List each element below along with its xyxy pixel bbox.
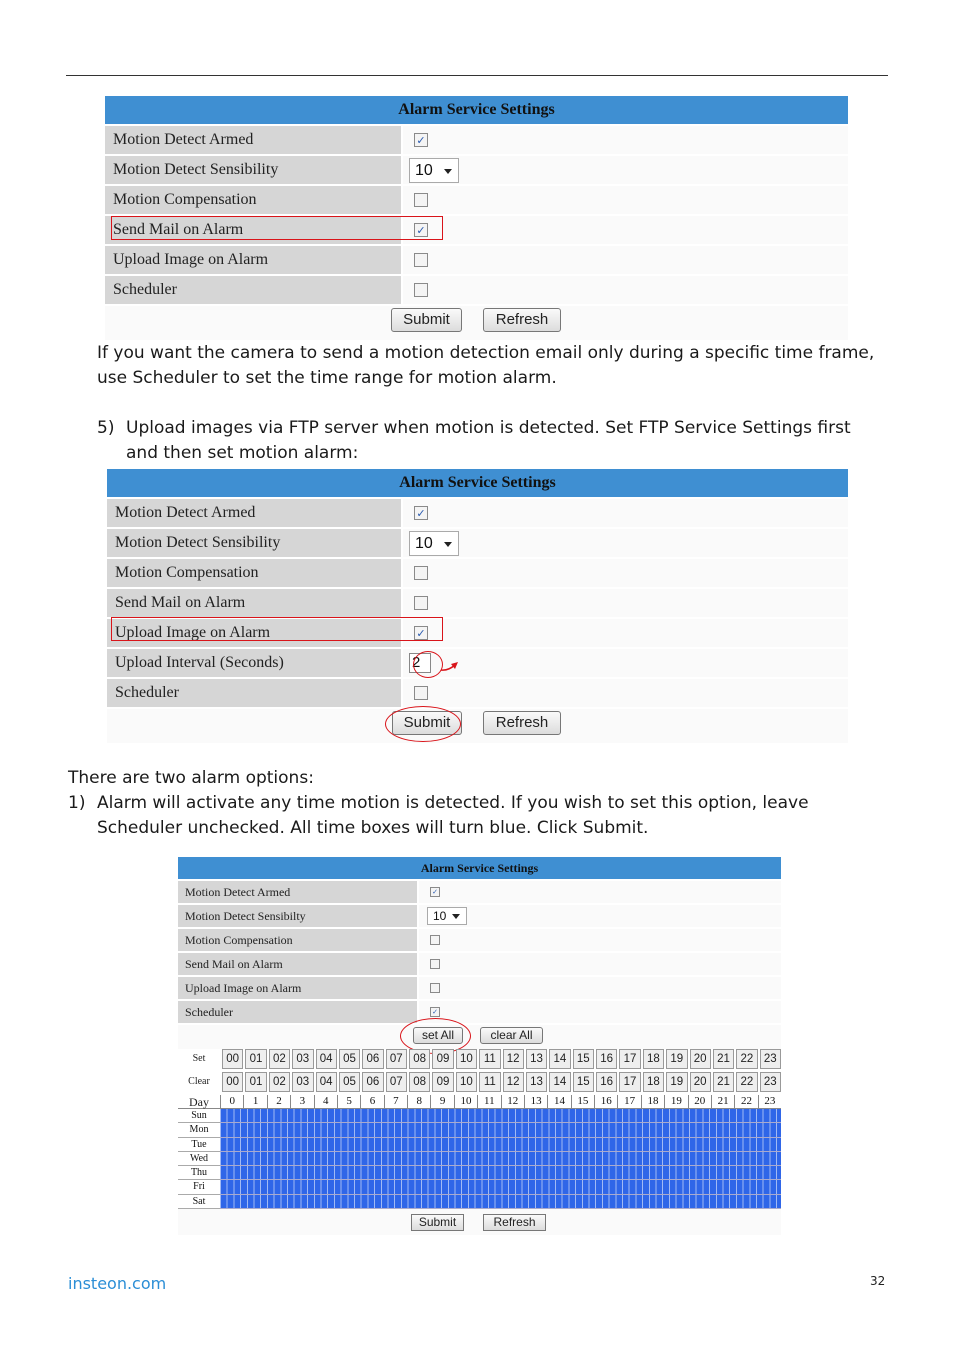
hour-label: 15 bbox=[571, 1095, 594, 1109]
checkbox-icon[interactable] bbox=[430, 983, 440, 993]
highlight-upload-interval bbox=[413, 651, 443, 678]
hour-label: 19 bbox=[664, 1095, 687, 1109]
checkbox-icon[interactable] bbox=[414, 283, 428, 297]
highlight-submit bbox=[385, 706, 461, 742]
setting-label: Send Mail on Alarm bbox=[178, 953, 417, 975]
scheduler-note: If you want the camera to send a motion detection email only during a specific time frame, use Scheduler to set the time range for motion alarm. bbox=[97, 343, 875, 388]
checkbox-checked-icon[interactable]: ✓ bbox=[414, 223, 428, 237]
clear-hour-button[interactable]: 03 bbox=[292, 1072, 313, 1092]
set-hour-button[interactable]: 06 bbox=[362, 1049, 383, 1069]
panel-title: Alarm Service Settings bbox=[178, 857, 781, 879]
setting-value bbox=[403, 679, 848, 707]
checkbox-checked-icon[interactable]: ✓ bbox=[414, 626, 428, 640]
clear-hour-button[interactable]: 10 bbox=[456, 1072, 477, 1092]
highlight-upload-image bbox=[111, 617, 443, 641]
clear-hour-button[interactable]: 14 bbox=[549, 1072, 570, 1092]
set-row-label: Set bbox=[178, 1049, 220, 1069]
clear-hour-button[interactable]: 11 bbox=[479, 1072, 500, 1092]
setting-value bbox=[403, 559, 848, 587]
setting-label: Upload Image on Alarm bbox=[105, 246, 401, 274]
step5-text: Upload images via FTP server when motion is detected. Set FTP Service Settings first and then set motion alarm: bbox=[126, 418, 851, 463]
settings-row bbox=[105, 186, 848, 214]
day-schedule-row bbox=[178, 1138, 781, 1152]
set-hour-button[interactable]: 14 bbox=[549, 1049, 570, 1069]
day-label: Tue bbox=[178, 1138, 220, 1152]
setting-label: Scheduler bbox=[107, 679, 401, 707]
day-schedule-row bbox=[178, 1123, 781, 1137]
setting-value bbox=[403, 246, 848, 274]
settings-row bbox=[107, 559, 848, 587]
schedule-time-cells[interactable] bbox=[220, 1195, 781, 1209]
setting-value bbox=[403, 126, 848, 154]
clear-all-button[interactable]: clear All bbox=[480, 1027, 543, 1044]
settings-row bbox=[178, 953, 781, 975]
refresh-button[interactable]: Refresh bbox=[483, 308, 561, 332]
setting-label: Motion Detect Armed bbox=[105, 126, 401, 154]
clear-hour-button[interactable]: 12 bbox=[503, 1072, 524, 1092]
setting-label: Send Mail on Alarm bbox=[105, 216, 401, 244]
set-hour-button[interactable]: 05 bbox=[339, 1049, 360, 1069]
settings-row bbox=[105, 156, 848, 184]
clear-hour-button[interactable]: 22 bbox=[736, 1072, 757, 1092]
checkbox-checked-icon[interactable]: ✓ bbox=[414, 506, 428, 520]
footer-link[interactable]: insteon.com bbox=[68, 1274, 167, 1293]
submit-button[interactable]: Submit bbox=[392, 711, 462, 735]
hour-label: 8 bbox=[407, 1095, 430, 1109]
hour-label: 2 bbox=[267, 1095, 290, 1109]
option1-number: 1) bbox=[68, 793, 86, 813]
day-label: Wed bbox=[178, 1152, 220, 1166]
highlight-send-mail bbox=[111, 216, 443, 240]
set-hour-button[interactable]: 10 bbox=[456, 1049, 477, 1069]
clear-hour-button[interactable]: 21 bbox=[713, 1072, 734, 1092]
button-row bbox=[105, 306, 848, 340]
setting-label: Motion Detect Sensibility bbox=[105, 156, 401, 184]
chevron-down-icon bbox=[452, 914, 460, 919]
panel-title: Alarm Service Settings bbox=[107, 469, 848, 497]
clear-hour-button[interactable]: 01 bbox=[245, 1072, 266, 1092]
clear-hour-button[interactable]: 19 bbox=[666, 1072, 687, 1092]
checkbox-checked-icon[interactable]: ✓ bbox=[430, 887, 440, 897]
schedule-time-cells[interactable] bbox=[220, 1152, 781, 1166]
setting-label: Motion Compensation bbox=[105, 186, 401, 214]
set-all-button[interactable]: set All bbox=[413, 1027, 463, 1044]
day-label: Sun bbox=[178, 1109, 220, 1123]
hour-label: 5 bbox=[337, 1095, 360, 1109]
hour-label: 6 bbox=[360, 1095, 383, 1109]
setting-label: Upload Interval (Seconds) bbox=[107, 649, 401, 677]
clear-hour-button[interactable]: 04 bbox=[316, 1072, 337, 1092]
step5-number: 5) bbox=[97, 418, 115, 438]
setting-value bbox=[419, 977, 781, 999]
day-schedule-row bbox=[178, 1152, 781, 1166]
setting-label: Send Mail on Alarm bbox=[107, 589, 401, 617]
options-intro: There are two alarm options: bbox=[68, 768, 314, 788]
day-label: Fri bbox=[178, 1180, 220, 1194]
hour-label: 21 bbox=[711, 1095, 734, 1109]
settings-row bbox=[107, 679, 848, 707]
clear-hour-button[interactable]: 13 bbox=[526, 1072, 547, 1092]
schedule-time-cells[interactable] bbox=[220, 1180, 781, 1194]
select-value: 10 bbox=[433, 909, 447, 923]
checkbox-icon[interactable] bbox=[430, 959, 440, 969]
button-row bbox=[107, 709, 848, 743]
settings-row bbox=[178, 881, 781, 903]
setting-label: Motion Compensation bbox=[107, 559, 401, 587]
day-schedule-row bbox=[178, 1180, 781, 1194]
checkbox-icon[interactable] bbox=[414, 253, 428, 267]
checkbox-icon[interactable] bbox=[414, 193, 428, 207]
clear-hour-button[interactable]: 05 bbox=[339, 1072, 360, 1092]
schedule-time-cells[interactable] bbox=[220, 1138, 781, 1152]
hour-label: 11 bbox=[477, 1095, 500, 1109]
setting-value bbox=[403, 186, 848, 214]
settings-row bbox=[105, 126, 848, 154]
settings-row bbox=[107, 529, 848, 557]
alarm-settings-panel-3 bbox=[178, 857, 781, 1049]
submit-button[interactable]: Submit bbox=[411, 1214, 464, 1231]
sensibility-select[interactable] bbox=[409, 158, 459, 183]
setting-value bbox=[419, 881, 781, 903]
clear-hour-button[interactable]: 23 bbox=[760, 1072, 781, 1092]
day-label: Sat bbox=[178, 1195, 220, 1209]
set-hour-button[interactable]: 16 bbox=[596, 1049, 617, 1069]
clear-hour-button[interactable]: 20 bbox=[690, 1072, 711, 1092]
schedule-time-cells[interactable] bbox=[220, 1109, 781, 1123]
day-label: Thu bbox=[178, 1166, 220, 1180]
alarm-settings-panel-2 bbox=[107, 469, 848, 743]
settings-row bbox=[105, 246, 848, 274]
set-hour-button[interactable]: 12 bbox=[503, 1049, 524, 1069]
clear-hour-button[interactable]: 18 bbox=[643, 1072, 664, 1092]
set-hour-button[interactable]: 00 bbox=[222, 1049, 243, 1069]
settings-row bbox=[107, 499, 848, 527]
hour-label: 12 bbox=[501, 1095, 524, 1109]
setting-value bbox=[403, 589, 848, 617]
set-hour-button[interactable]: 07 bbox=[386, 1049, 407, 1069]
hour-label: 23 bbox=[758, 1095, 781, 1109]
button-row bbox=[178, 1025, 781, 1049]
hour-label: 14 bbox=[547, 1095, 570, 1109]
hour-label: 10 bbox=[454, 1095, 477, 1109]
clear-hour-button[interactable]: 15 bbox=[573, 1072, 594, 1092]
hour-label: 20 bbox=[688, 1095, 711, 1109]
hour-label: 18 bbox=[641, 1095, 664, 1109]
hour-label: 3 bbox=[290, 1095, 313, 1109]
refresh-button[interactable]: Refresh bbox=[483, 711, 561, 735]
settings-row bbox=[178, 929, 781, 951]
hour-label: 1 bbox=[243, 1095, 266, 1109]
select-value: 10 bbox=[415, 534, 433, 552]
sensibility-select[interactable] bbox=[427, 907, 467, 925]
setting-value bbox=[419, 905, 781, 927]
setting-value bbox=[403, 216, 848, 244]
set-hour-button[interactable]: 17 bbox=[619, 1049, 640, 1069]
set-hour-button[interactable]: 21 bbox=[713, 1049, 734, 1069]
schedule-time-cells[interactable] bbox=[220, 1123, 781, 1137]
setting-label: Motion Detect Armed bbox=[178, 881, 417, 903]
set-hour-button[interactable]: 15 bbox=[573, 1049, 594, 1069]
panel-title: Alarm Service Settings bbox=[105, 96, 848, 124]
clear-hour-button[interactable]: 09 bbox=[432, 1072, 453, 1092]
set-hour-button[interactable]: 13 bbox=[526, 1049, 547, 1069]
set-hour-button[interactable]: 18 bbox=[643, 1049, 664, 1069]
setting-value bbox=[403, 529, 848, 557]
set-hour-button[interactable]: 23 bbox=[760, 1049, 781, 1069]
setting-value bbox=[419, 953, 781, 975]
setting-value bbox=[419, 1001, 781, 1023]
select-value: 10 bbox=[415, 161, 433, 179]
set-hour-button[interactable]: 02 bbox=[269, 1049, 290, 1069]
setting-value bbox=[403, 156, 848, 184]
arrow-right-icon bbox=[440, 658, 460, 674]
clear-hour-button[interactable]: 07 bbox=[386, 1072, 407, 1092]
clear-hour-button[interactable]: 08 bbox=[409, 1072, 430, 1092]
schedule-time-cells[interactable] bbox=[220, 1166, 781, 1180]
set-hour-button[interactable]: 01 bbox=[245, 1049, 266, 1069]
setting-label: Motion Detect Sensibilty bbox=[178, 905, 417, 927]
header-rule bbox=[66, 75, 888, 76]
setting-value bbox=[403, 276, 848, 304]
checkbox-icon[interactable] bbox=[414, 686, 428, 700]
hour-label: 13 bbox=[524, 1095, 547, 1109]
option1-text: Alarm will activate any time motion is detected. If you wish to set this option, leave Scheduler unchecked. All time boxes will turn blue. Click Submit. bbox=[97, 793, 809, 838]
schedule-grid bbox=[178, 1049, 781, 1235]
day-hours-row bbox=[178, 1095, 781, 1109]
set-hour-button[interactable]: 03 bbox=[292, 1049, 313, 1069]
clear-hour-button[interactable]: 16 bbox=[596, 1072, 617, 1092]
setting-label: Motion Compensation bbox=[178, 929, 417, 951]
chevron-down-icon bbox=[444, 169, 452, 174]
checkbox-checked-icon[interactable]: ✓ bbox=[414, 133, 428, 147]
setting-label: Motion Detect Sensibility bbox=[107, 529, 401, 557]
settings-row bbox=[105, 276, 848, 304]
refresh-button[interactable]: Refresh bbox=[483, 1214, 546, 1231]
setting-value bbox=[419, 929, 781, 951]
hour-label: 4 bbox=[314, 1095, 337, 1109]
setting-label: Upload Image on Alarm bbox=[178, 977, 417, 999]
set-hours-row bbox=[178, 1049, 781, 1069]
set-hour-button[interactable]: 11 bbox=[479, 1049, 500, 1069]
set-hour-button[interactable]: 09 bbox=[432, 1049, 453, 1069]
setting-value bbox=[403, 499, 848, 527]
settings-row bbox=[107, 589, 848, 617]
hour-label: 17 bbox=[617, 1095, 640, 1109]
clear-row-label: Clear bbox=[178, 1072, 220, 1092]
checkbox-icon[interactable] bbox=[430, 935, 440, 945]
hour-label: 7 bbox=[384, 1095, 407, 1109]
set-hour-button[interactable]: 22 bbox=[736, 1049, 757, 1069]
settings-row bbox=[178, 977, 781, 999]
hour-label: 9 bbox=[430, 1095, 453, 1109]
set-hour-button[interactable]: 19 bbox=[666, 1049, 687, 1069]
settings-row bbox=[107, 649, 848, 677]
hour-label: 22 bbox=[734, 1095, 757, 1109]
setting-label: Motion Detect Armed bbox=[107, 499, 401, 527]
day-row-label: Day bbox=[178, 1095, 220, 1109]
setting-value bbox=[403, 649, 848, 677]
upload-interval-input[interactable]: 2 bbox=[409, 653, 431, 673]
clear-hour-button[interactable]: 06 bbox=[362, 1072, 383, 1092]
schedule-button-row bbox=[178, 1209, 781, 1235]
clear-hour-button[interactable]: 17 bbox=[619, 1072, 640, 1092]
setting-value bbox=[403, 619, 848, 647]
submit-button[interactable]: Submit bbox=[391, 308, 462, 332]
page-number: 32 bbox=[870, 1274, 886, 1288]
setting-label: Scheduler bbox=[105, 276, 401, 304]
set-hour-button[interactable]: 20 bbox=[690, 1049, 711, 1069]
sensibility-select[interactable] bbox=[409, 531, 459, 556]
day-schedule-row bbox=[178, 1166, 781, 1180]
set-hour-button[interactable]: 04 bbox=[316, 1049, 337, 1069]
chevron-down-icon bbox=[444, 542, 452, 547]
checkbox-icon[interactable] bbox=[414, 596, 428, 610]
settings-row bbox=[178, 1001, 781, 1023]
clear-hour-button[interactable]: 00 bbox=[222, 1072, 243, 1092]
hour-label: 0 bbox=[220, 1095, 243, 1109]
hour-label: 16 bbox=[594, 1095, 617, 1109]
day-schedule-row bbox=[178, 1109, 781, 1123]
clear-hour-button[interactable]: 02 bbox=[269, 1072, 290, 1092]
checkbox-checked-icon[interactable]: ✓ bbox=[430, 1007, 440, 1017]
setting-label: Upload Image on Alarm bbox=[107, 619, 401, 647]
checkbox-icon[interactable] bbox=[414, 566, 428, 580]
clear-hours-row bbox=[178, 1072, 781, 1092]
setting-label: Scheduler bbox=[178, 1001, 417, 1023]
settings-row bbox=[178, 905, 781, 927]
day-schedule-row bbox=[178, 1195, 781, 1209]
set-hour-button[interactable]: 08 bbox=[409, 1049, 430, 1069]
day-label: Mon bbox=[178, 1123, 220, 1137]
